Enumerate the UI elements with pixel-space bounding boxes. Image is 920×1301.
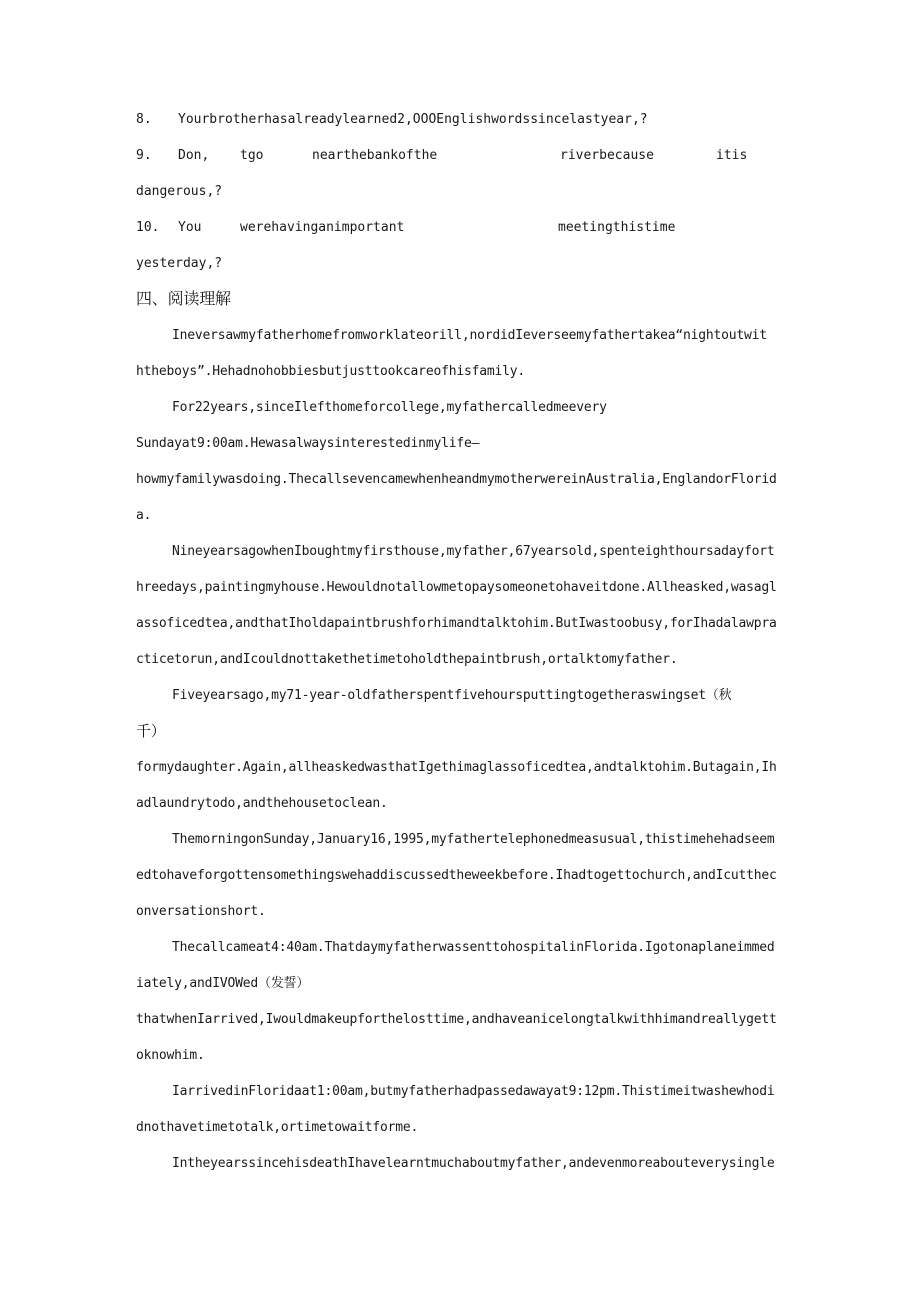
question-fragment: werehavinganimportant: [240, 220, 405, 235]
passage-line: IarrivedinFloridaat1:00am,butmyfatherhadpassedawayat9:12pm.Thistimeitwashewhodi: [172, 1084, 775, 1099]
question-8: [136, 111, 152, 129]
passage-line: 千）: [136, 722, 166, 740]
passage-line: onversationshort.: [136, 904, 266, 919]
passage-line: adlaundrytodo,andthehousetoclean.: [136, 796, 388, 811]
passage-line: assoficedtea,andthatIholdapaintbrushforhimandtalktohim.ButIwastoobusy,forIhadalawpra: [136, 616, 777, 631]
passage-line: a.: [136, 508, 152, 523]
passage-line: oknowhim.: [136, 1048, 205, 1063]
passage-line: howmyfamilywasdoing.ThecallsevencamewhenheandmymotherwereinAustralia,EnglandorFlorid: [136, 472, 777, 487]
question-continuation: dangerous,?: [136, 184, 223, 199]
passage-line: thatwhenIarrived,Iwouldmakeupforthelosttime,andhaveanicelongtalkwithhimandreallygett: [136, 1012, 777, 1027]
question-fragment: itis: [716, 148, 748, 163]
passage-line: For22years,sinceIlefthomeforcollege,myfathercalledmeevery: [172, 400, 607, 415]
passage-line: Ineversawmyfatherhomefromworklateorill,nordidIeverseemyfathertakea“nightoutwit: [172, 328, 767, 343]
passage-line: dnothavetimetotalk,ortimetowaitforme.: [136, 1120, 419, 1135]
passage-line: Thecallcameat4:40am.ThatdaymyfatherwassenttohospitalinFlorida.Igotonaplaneimmed: [172, 940, 775, 955]
passage-line: Sundayat9:00am.Hewasalwaysinterestedinmylife—: [136, 436, 480, 451]
passage-line: Fiveyearsago,my71-year-oldfatherspentfivehoursputtingtogetheraswingset（秋: [172, 688, 732, 703]
question-number: 8.: [136, 112, 152, 127]
question-fragment: You: [178, 220, 202, 235]
passage-line: hreedays,paintingmyhouse.Hewouldnotallowmetopaysomeonetohaveitdone.Allheasked,wasagl: [136, 580, 777, 595]
question-number: 9.: [136, 148, 152, 163]
passage-line: NineyearsagowhenIboughtmyfirsthouse,myfather,67yearsold,spenteighthoursadayfort: [172, 544, 775, 559]
passage-line: ThemorningonSunday,January16,1995,myfathertelephonedmeasusual,thistimehehadseem: [172, 832, 775, 847]
passage-line: iately,andIVOWed（发誓）: [136, 976, 310, 991]
question-fragment: tgo: [240, 148, 264, 163]
question-text: Yourbrotherhasalreadylearned2,OOOEnglishwordssincelastyear,?: [178, 112, 648, 127]
section-heading: 四、阅读理解: [136, 289, 231, 308]
passage-line: formydaughter.Again,allheaskedwasthatIgethimaglassoficedtea,andtalktohim.Butagain,Ih: [136, 760, 777, 775]
question-fragment: riverbecause: [560, 148, 654, 163]
question-continuation: yesterday,?: [136, 256, 223, 271]
question-fragment: nearthebankofthe: [312, 148, 438, 163]
passage-line: edtohaveforgottensomethingswehaddiscussedtheweekbefore.Ihadtogettochurch,andIcutthec: [136, 868, 777, 883]
passage-line: htheboys”.Hehadnohobbiesbutjusttookcareofhisfamily.: [136, 364, 525, 379]
passage-line: cticetorun,andIcouldnottakethetimetoholdthepaintbrush,ortalktomyfather.: [136, 652, 678, 667]
question-fragment: meetingthistime: [558, 220, 676, 235]
question-number: 10.: [136, 220, 160, 235]
passage-line: IntheyearssincehisdeathIhavelearntmuchaboutmyfather,andevenmoreabouteverysingle: [172, 1156, 775, 1171]
question-fragment: Don,: [178, 148, 210, 163]
